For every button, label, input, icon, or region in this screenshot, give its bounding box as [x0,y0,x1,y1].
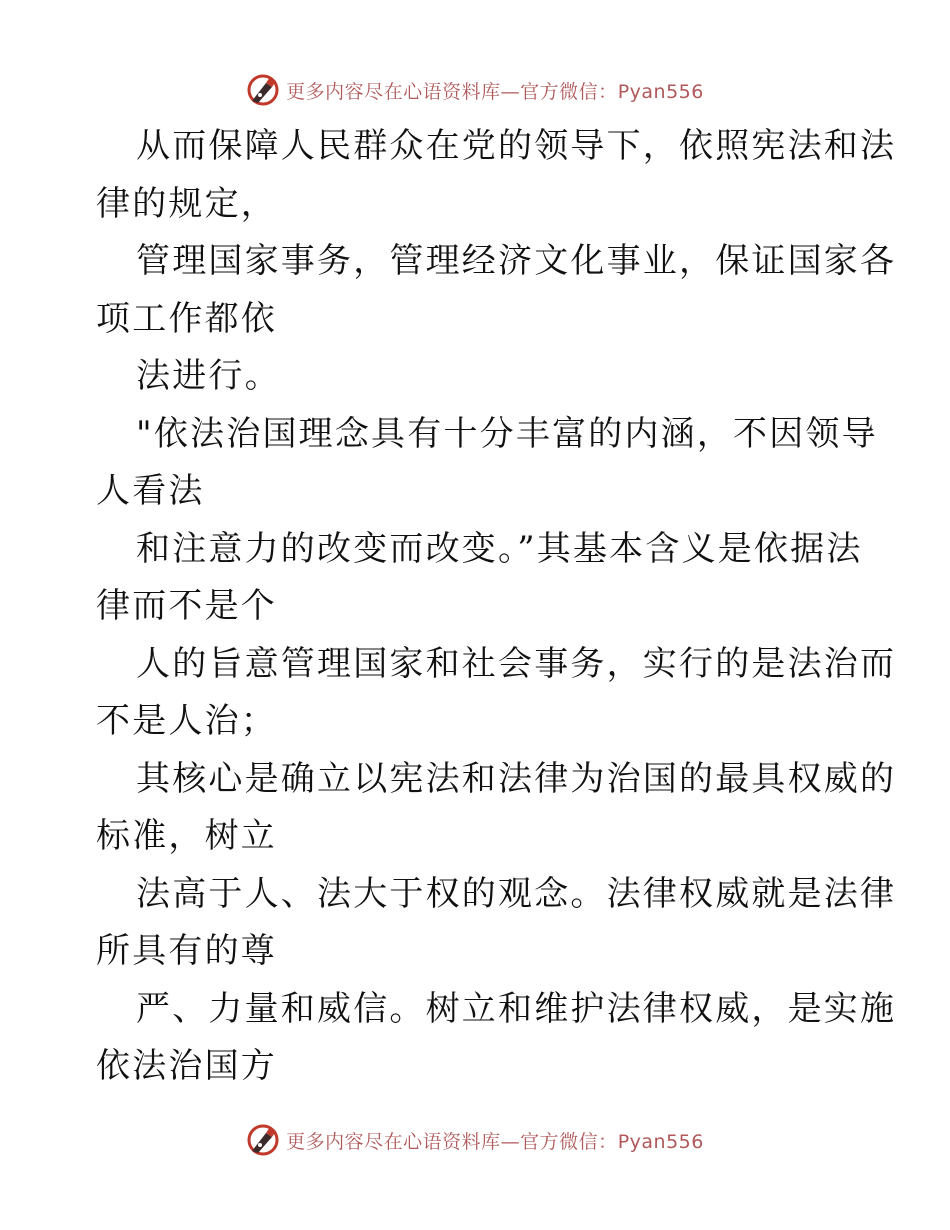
pen-nib-logo-icon [246,1123,280,1157]
paragraph-3 [96,348,856,406]
paragraph-8 [96,866,897,981]
header-brand-text: 更多内容尽在心语资料库 [286,80,501,103]
paragraph-first-line: 管理国家事务，管理经济文化事业，保证国家各 [136,241,897,281]
paragraph-first-line: 和注意力的改变而改变。”其基本含义是依据法 [136,528,863,569]
header-wechat-label: 官方微信： [520,80,618,103]
footer-wechat-label: 官方微信： [520,1130,618,1153]
header-wechat-id: Pyan556 [617,80,704,103]
paragraph-continuation: 依法治国方 [96,1046,277,1086]
paragraph-continuation: 所具有的尊 [96,931,277,971]
paragraph-first-line: 法进行。 [136,356,281,396]
header-banner [0,70,950,110]
header-separator: — [500,80,521,103]
pen-nib-logo-icon [246,73,280,107]
paragraph-first-line: 人的旨意管理国家和社会事务，实行的是法治而 [136,643,897,684]
paragraph-first-line: 法高于人、法大于权的观念。法律权威就是法律 [136,873,897,914]
paragraph-2 [96,233,897,348]
paragraph-continuation: 律而不是个 [96,586,277,626]
paragraph-continuation: 标准，树立 [96,816,277,856]
paragraph-continuation: 律的规定， [96,183,277,224]
paragraph-9 [96,981,897,1096]
header-banner-text [286,77,704,104]
paragraph-6 [96,636,897,751]
footer-brand-text: 更多内容尽在心语资料库 [286,1130,501,1153]
paragraph-1 [96,118,897,233]
paragraph-first-line: 严、力量和威信。树立和维护法律权威，是实施 [136,988,897,1029]
paragraph-4 [96,406,878,521]
paragraph-first-line: 从而保障人民群众在党的领导下，依照宪法和法 [136,126,897,166]
paragraph-continuation: 不是人治； [96,701,277,741]
footer-wechat-id: Pyan556 [617,1130,704,1153]
document-body [96,118,897,1096]
paragraph-7 [96,751,897,866]
footer-separator: — [500,1130,521,1153]
paragraph-first-line: 其核心是确立以宪法和法律为治国的最具权威的 [136,758,897,799]
paragraph-5 [96,521,863,636]
paragraph-first-line: "依法治国理念具有十分丰富的内涵，不因领导 [136,413,878,454]
footer-banner-text [286,1127,704,1154]
paragraph-continuation: 人看法 [96,471,205,511]
footer-banner [0,1120,950,1160]
paragraph-continuation: 项工作都依 [96,298,277,339]
